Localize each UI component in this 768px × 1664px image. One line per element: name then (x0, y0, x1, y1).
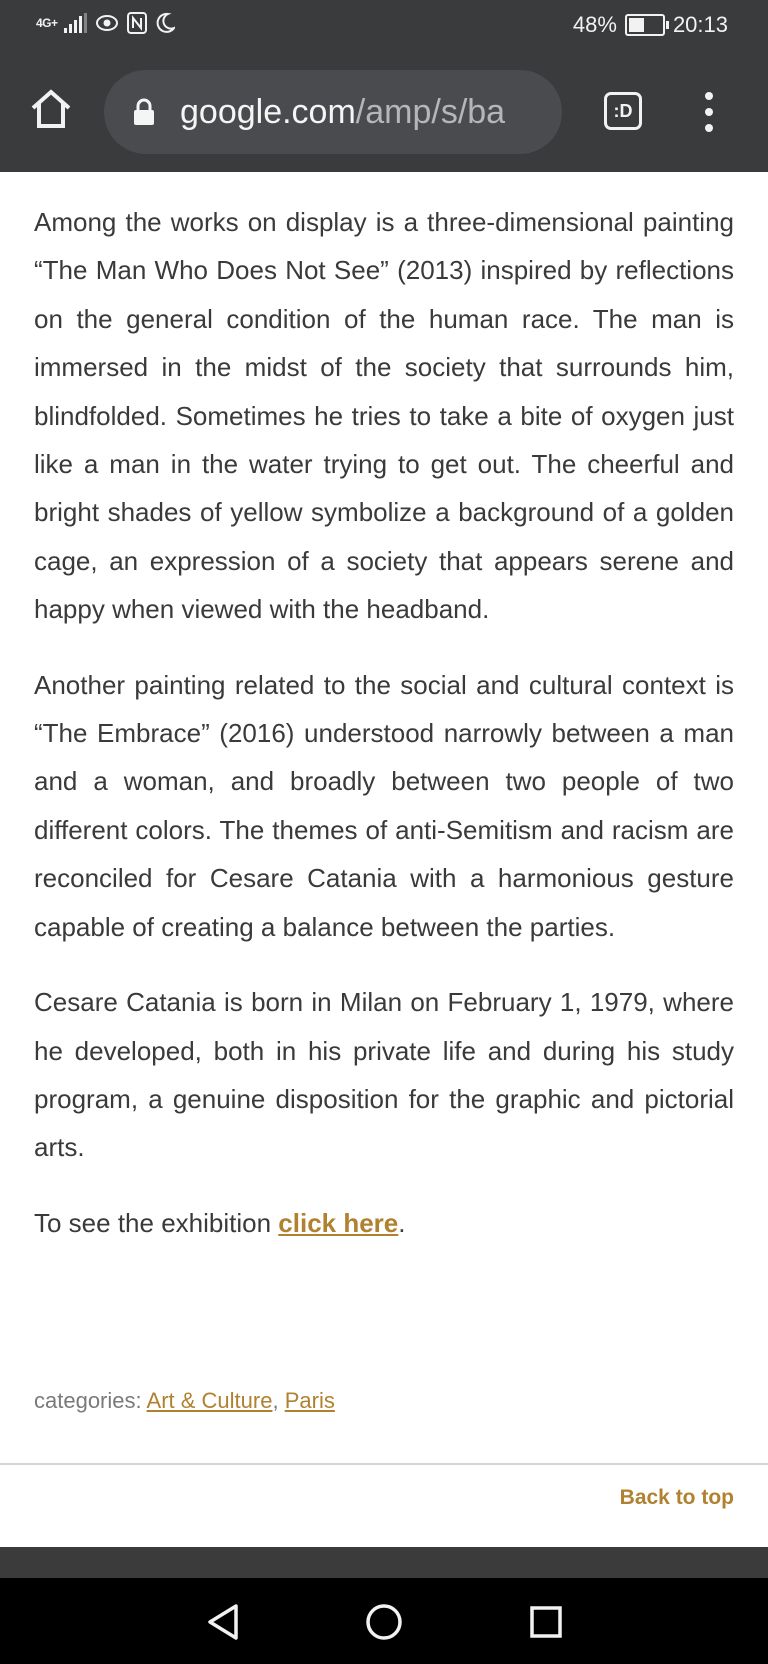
back-to-top-link[interactable]: Back to top (619, 1486, 734, 1509)
browser-toolbar (0, 52, 768, 172)
category-separator: , (272, 1388, 279, 1413)
battery-percent: 48% (572, 12, 617, 37)
nfc-icon (127, 12, 147, 34)
category-link-paris[interactable]: Paris (284, 1388, 335, 1413)
url-text (180, 92, 505, 132)
status-icons-right (573, 12, 728, 38)
more-options-icon[interactable] (694, 90, 724, 134)
home-icon[interactable] (28, 86, 74, 132)
category-link-art-culture[interactable]: Art & Culture (146, 1388, 273, 1413)
exhibition-suffix: . (398, 1207, 406, 1238)
divider (0, 1463, 768, 1465)
recent-apps-icon[interactable] (522, 1598, 570, 1646)
lock-icon (132, 98, 156, 126)
tab-switcher-button[interactable]: :D (604, 92, 642, 130)
article-paragraph: Among the works on display is a three-dimensional painting “The Man Who Does Not See” (2013) inspired by reflections on the general condition of the human race. The man is immersed in the midst of the society that surrounds him, blindfolded. Sometimes he tries to take a bite of oxygen just like a man in the water trying to get out. The cheerful and bright shades of yellow symbolize a background of a golden cage, an expression of a society that appears serene and happy when viewed with the headband. (34, 207, 734, 625)
clock: 20:13 (672, 12, 728, 37)
url-path: /amp/s/ba (355, 93, 506, 131)
address-bar[interactable] (104, 70, 562, 154)
battery-level (629, 18, 644, 32)
battery-icon (625, 14, 665, 36)
status-bar (0, 0, 768, 52)
click-here-link[interactable]: click here (278, 1207, 399, 1238)
eye-icon (95, 14, 119, 32)
back-icon[interactable] (200, 1598, 248, 1646)
signal-icon (64, 13, 87, 33)
network-type: 4G+ (36, 16, 58, 30)
article-body (34, 198, 734, 1274)
navigation-bar (0, 1578, 768, 1664)
exhibition-line (34, 1199, 734, 1247)
home-circle-icon[interactable] (360, 1598, 408, 1646)
categories (34, 1385, 335, 1417)
url-domain: google.com (180, 93, 356, 131)
categories-label: categories: (34, 1388, 142, 1413)
article-paragraph: Cesare Catania is born in Milan on February 1, 1979, where he developed, both in his private life and during his study program, a genuine disposition for the graphic and pictorial arts. (34, 987, 734, 1163)
exhibition-prefix: To see the exhibition (34, 1207, 279, 1238)
moon-icon (155, 12, 175, 34)
status-icons-left (36, 12, 175, 34)
page-footer (0, 1547, 768, 1578)
article-paragraph: Another painting related to the social and cultural context is “The Embrace” (2016) understood narrowly between a man and a woman, and broadly between two people of two different colors. The themes of anti-Semitism and racism are reconciled for Cesare Catania with a harmonious gesture capable of creating a balance between the parties. (34, 669, 734, 942)
